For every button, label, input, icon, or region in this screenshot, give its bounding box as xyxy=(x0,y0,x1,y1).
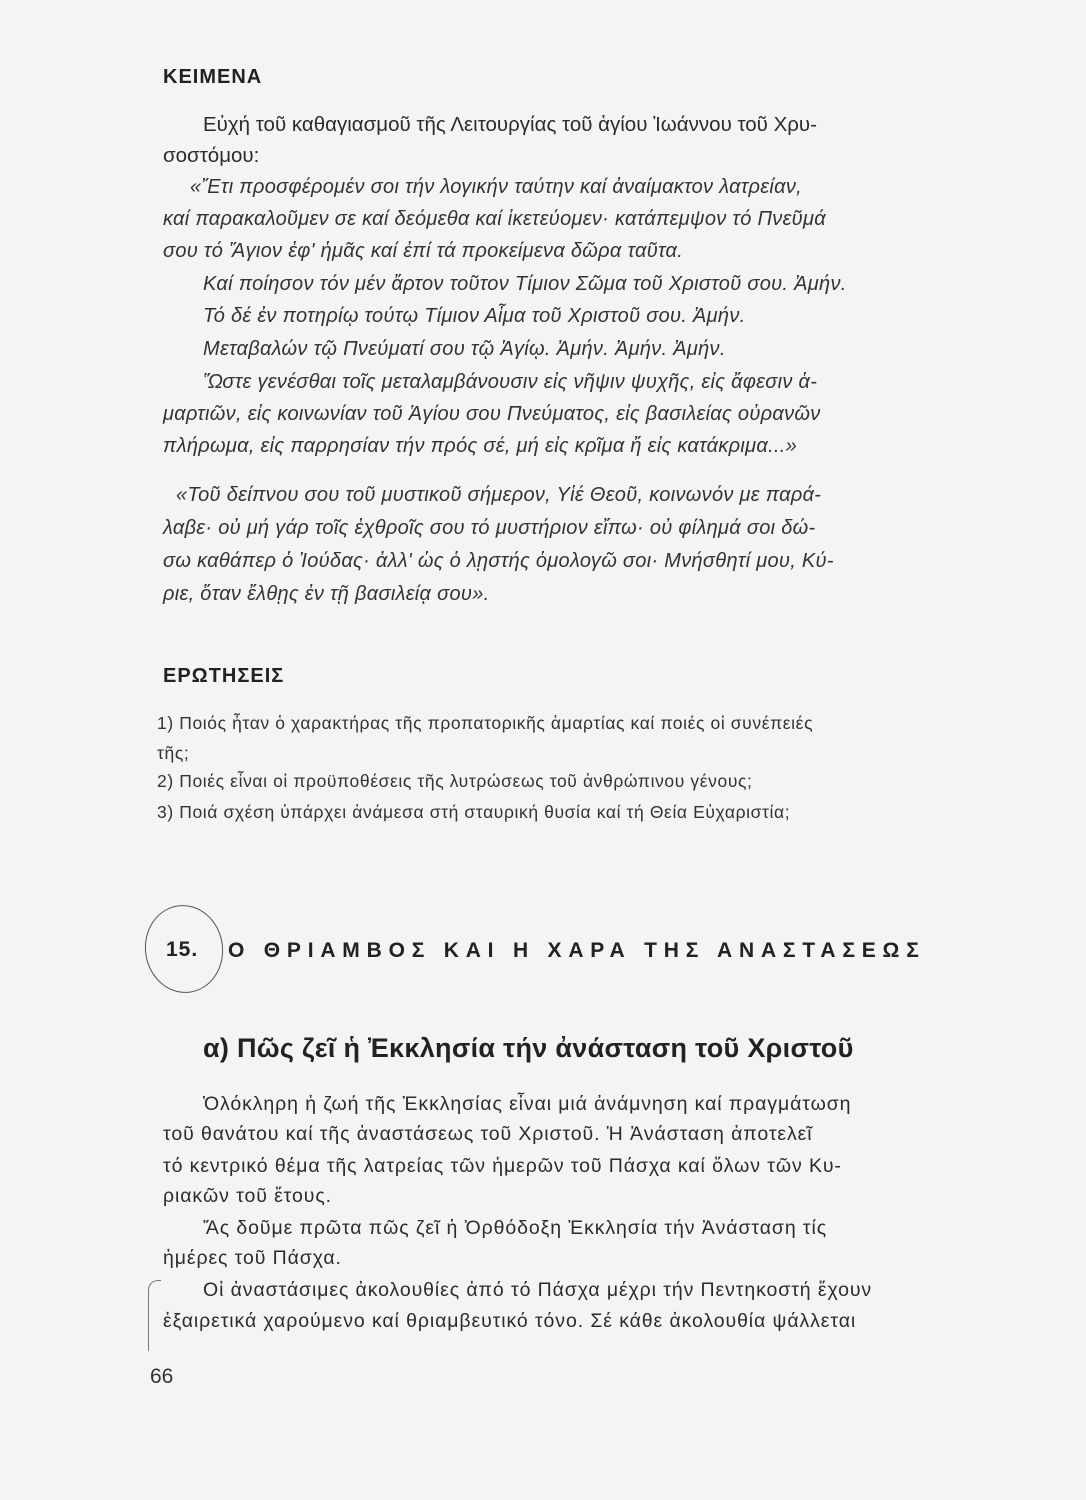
page-number: 66 xyxy=(150,1365,174,1388)
supper-line: ριε, ὅταν ἔλθῃς ἐν τῇ βασιλείᾳ σου». xyxy=(163,583,490,605)
supper-line: λαβε· οὐ μή γάρ τοῖς ἐχθροῖς σου τό μυστήριον εἴπω· οὐ φίλημά σοι δώ- xyxy=(163,517,816,539)
question-line: 1) Ποιός ἦταν ὁ χαρακτήρας τῆς προπατορικῆς ἁμαρτίας καί ποιές οἱ συνέπειές xyxy=(157,713,814,733)
pencil-margin-mark xyxy=(148,1280,161,1351)
supper-line: «Τοῦ δείπνου σου τοῦ μυστικοῦ σήμερον, Υἱέ Θεοῦ, κοινωνόν με παρά- xyxy=(176,484,822,506)
body-line: τοῦ θανάτου καί τῆς ἀναστάσεως τοῦ Χριστοῦ. Ἡ Ἀνάσταση ἀποτελεῖ xyxy=(163,1123,813,1145)
prayer-line: Τό δέ ἐν ποτηρίῳ τούτῳ Τίμιον Αἷμα τοῦ Χριστοῦ σου. Ἀμήν. xyxy=(203,305,746,327)
prayer-line: Ὥστε γενέσθαι τοῖς μεταλαμβάνουσιν εἰς νῆψιν ψυχῆς, εἰς ἄφεσιν ἁ- xyxy=(203,371,818,393)
body-line: Ὁλόκληρη ἡ ζωή τῆς Ἐκκλησίας εἶναι μιά ἀνάμνηση καί πραγμάτωση xyxy=(203,1093,852,1115)
prayer-line: σου τό Ἅγιον ἐφ' ἡμᾶς καί ἐπί τά προκείμενα δῶρα ταῦτα. xyxy=(163,240,684,262)
question-line: 2) Ποιές εἶναι οἱ προϋποθέσεις τῆς λυτρώσεως τοῦ ἀνθρώπινου γένους; xyxy=(157,771,753,791)
chapter-number: 15. xyxy=(166,938,199,961)
question-line: 3) Ποιά σχέση ὑπάρχει ἀνάμεσα στή σταυρική θυσία καί τή Θεία Εὐχαριστία; xyxy=(157,802,791,822)
keimena-heading: ΚΕΙΜΕΝΑ xyxy=(163,66,263,88)
question-line: τῆς; xyxy=(157,743,190,763)
prayer-line: Καί ποίησον τόν μέν ἄρτον τοῦτον Τίμιον Σῶμα τοῦ Χριστοῦ σου. Ἀμήν. xyxy=(203,273,847,295)
body-line: ἐξαιρετικά χαρούμενο καί θριαμβευτικό τόνο. Σέ κάθε ἀκολουθία ψάλλεται xyxy=(163,1310,857,1332)
supper-line: σω καθάπερ ὁ Ἰούδας· ἀλλ' ὡς ὁ λῃστής ὁμολογῶ σοι· Μνήσθητί μου, Κύ- xyxy=(163,550,834,572)
body-line: Οἱ ἀναστάσιμες ἀκολουθίες ἀπό τό Πάσχα μέχρι τήν Πεντηκοστή ἔχουν xyxy=(203,1279,873,1301)
prayer-line: πλήρωμα, εἰς παρρησίαν τήν πρός σέ, μή εἰς κρῖμα ἤ εἰς κατάκριμα...» xyxy=(163,435,798,457)
prayer-line: μαρτιῶν, εἰς κοινωνίαν τοῦ Ἁγίου σου Πνεύματος, εἰς βασιλείας οὐρανῶν xyxy=(163,403,821,425)
body-line: ριακῶν τοῦ ἔτους. xyxy=(163,1185,332,1207)
section-title: α) Πῶς ζεῖ ἡ Ἐκκλησία τήν ἀνάσταση τοῦ Χριστοῦ xyxy=(203,1033,854,1063)
intro-line: σοστόμου: xyxy=(163,144,260,167)
prayer-line: καί παρακαλοῦμεν σε καί δεόμεθα καί ἱκετεύομεν· κατάπεμψον τό Πνεῦμά xyxy=(163,208,826,230)
prayer-line: «Ἔτι προσφέρομέν σοι τήν λογικήν ταύτην καί ἀναίμακτον λατρείαν, xyxy=(190,176,803,198)
prayer-line: Μεταβαλών τῷ Πνεύματί σου τῷ Ἁγίῳ. Ἀμήν. Ἀμήν. Ἀμήν. xyxy=(203,338,726,360)
body-line: Ἄς δοῦμε πρῶτα πῶς ζεῖ ἡ Ὀρθόδοξη Ἐκκλησία τήν Ἀνάσταση τίς xyxy=(203,1217,828,1239)
body-line: τό κεντρικό θέμα τῆς λατρείας τῶν ἡμερῶν τοῦ Πάσχα καί ὅλων τῶν Κυ- xyxy=(163,1155,842,1177)
questions-heading: ΕΡΩΤΗΣΕΙΣ xyxy=(163,665,285,687)
body-line: ἡμέρες τοῦ Πάσχα. xyxy=(163,1247,342,1269)
chapter-title: Ο ΘΡΙΑΜΒΟΣ ΚΑΙ Η ΧΑΡΑ ΤΗΣ ΑΝΑΣΤΑΣΕΩΣ xyxy=(228,939,926,962)
intro-line: Εὐχή τοῦ καθαγιασμοῦ τῆς Λειτουργίας τοῦ ἁγίου Ἰωάννου τοῦ Χρυ- xyxy=(203,113,817,136)
